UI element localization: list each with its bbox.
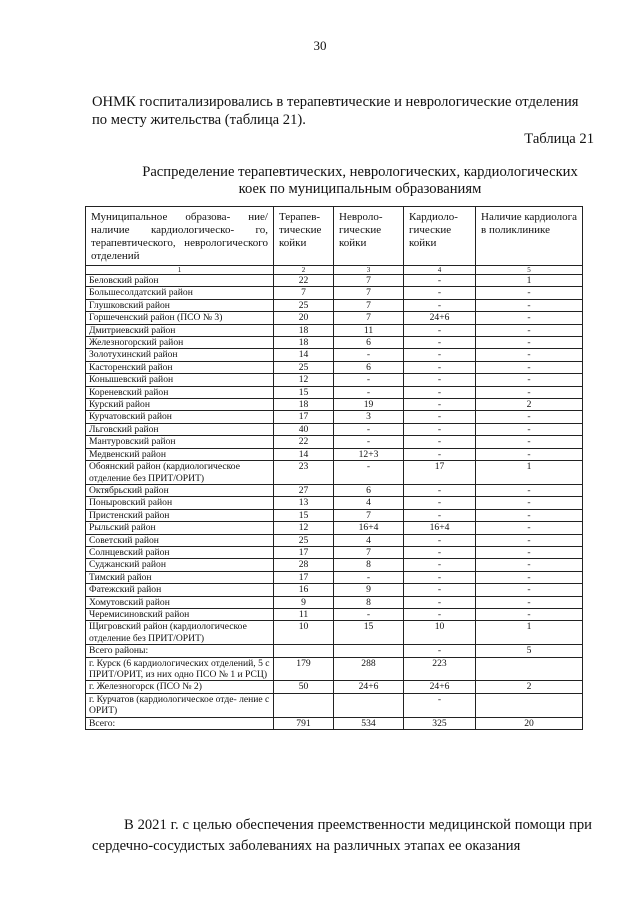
cell-cardiologist: 2	[476, 681, 583, 693]
cell-therapeutic: 25	[274, 361, 334, 373]
cell-municipality: Всего районы:	[86, 645, 274, 657]
cell-cardiologist: 1	[476, 621, 583, 645]
cell-cardiologist: -	[476, 448, 583, 460]
cell-cardiologist: -	[476, 608, 583, 620]
cell-municipality: Курчатовский район	[86, 411, 274, 423]
cell-municipality: Золотухинский район	[86, 349, 274, 361]
cell-cardiology: -	[404, 608, 476, 620]
table-row	[86, 596, 583, 608]
cell-municipality: Кореневский район	[86, 386, 274, 398]
cell-therapeutic: 28	[274, 559, 334, 571]
cell-cardiology: -	[404, 484, 476, 496]
cell-cardiology: 325	[404, 717, 476, 729]
cell-neurological: 24+6	[334, 681, 404, 693]
cell-municipality: Беловский район	[86, 275, 274, 287]
cell-municipality: Конышевский район	[86, 374, 274, 386]
cell-therapeutic: 791	[274, 717, 334, 729]
closing-paragraph: В 2021 г. с целью обеспечения преемственности медицинской помощи при сердечно-сосудистых заболеваниях на различных этапах ее оказания	[92, 817, 592, 854]
cell-municipality: Обоянский район (кардиологическое отделение без ПРИТ/ОРИТ)	[86, 461, 274, 485]
cell-therapeutic: 14	[274, 349, 334, 361]
cell-municipality: Медвенский район	[86, 448, 274, 460]
cell-municipality: Черемисиновский район	[86, 608, 274, 620]
cell-therapeutic	[274, 693, 334, 717]
cell-municipality: Льговский район	[86, 423, 274, 435]
cell-cardiology: -	[404, 534, 476, 546]
cell-neurological: 7	[334, 312, 404, 324]
cell-neurological	[334, 693, 404, 717]
cell-neurological: -	[334, 571, 404, 583]
cell-cardiologist: -	[476, 497, 583, 509]
column-number: 5	[476, 266, 583, 275]
cell-therapeutic: 17	[274, 571, 334, 583]
cell-cardiology: -	[404, 324, 476, 336]
cell-therapeutic: 17	[274, 546, 334, 558]
cell-cardiology: -	[404, 559, 476, 571]
cell-neurological: 16+4	[334, 522, 404, 534]
cell-cardiology: -	[404, 374, 476, 386]
table-row	[86, 645, 583, 657]
table-row	[86, 546, 583, 558]
cell-therapeutic: 15	[274, 509, 334, 521]
table-row	[86, 324, 583, 336]
cell-therapeutic: 27	[274, 484, 334, 496]
table-row	[86, 423, 583, 435]
cell-neurological: 8	[334, 596, 404, 608]
cell-municipality: Касторенский район	[86, 361, 274, 373]
cell-cardiologist: -	[476, 411, 583, 423]
cell-cardiology: -	[404, 448, 476, 460]
page-number: 30	[313, 38, 327, 53]
cell-neurological: 6	[334, 337, 404, 349]
column-number: 4	[404, 266, 476, 275]
cell-therapeutic: 20	[274, 312, 334, 324]
cell-cardiology: -	[404, 386, 476, 398]
table-row	[86, 693, 583, 717]
table-title-line: коек по муниципальным образованиям	[238, 181, 482, 197]
cell-municipality: Солнцевский район	[86, 546, 274, 558]
table-row	[86, 717, 583, 729]
table-row	[86, 621, 583, 645]
table-row	[86, 484, 583, 496]
cell-cardiology: -	[404, 546, 476, 558]
cell-neurological: -	[334, 423, 404, 435]
cell-neurological	[334, 645, 404, 657]
table-row	[86, 608, 583, 620]
table-row	[86, 299, 583, 311]
table-row	[86, 312, 583, 324]
table-row	[86, 681, 583, 693]
cell-cardiologist: -	[476, 337, 583, 349]
cell-therapeutic: 11	[274, 608, 334, 620]
cell-municipality: Мантуровский район	[86, 436, 274, 448]
column-number: 1	[86, 266, 274, 275]
beds-distribution-table	[85, 206, 583, 730]
cell-therapeutic	[274, 645, 334, 657]
cell-therapeutic: 13	[274, 497, 334, 509]
cell-cardiologist: -	[476, 423, 583, 435]
cell-therapeutic: 9	[274, 596, 334, 608]
column-number-row	[86, 266, 583, 275]
table-title-line: Распределение терапевтических, неврологических, кардиологических	[142, 164, 578, 180]
cell-cardiologist: -	[476, 584, 583, 596]
cell-cardiology: -	[404, 299, 476, 311]
cell-neurological: 15	[334, 621, 404, 645]
cell-municipality: Глушковский район	[86, 299, 274, 311]
column-number: 2	[274, 266, 334, 275]
cell-cardiologist: 1	[476, 461, 583, 485]
cell-neurological: 9	[334, 584, 404, 596]
table-row	[86, 411, 583, 423]
cell-neurological: 6	[334, 361, 404, 373]
cell-therapeutic: 7	[274, 287, 334, 299]
table-row	[86, 509, 583, 521]
cell-municipality: Большесолдатский район	[86, 287, 274, 299]
table-row	[86, 275, 583, 287]
table-row	[86, 657, 583, 681]
cell-neurological: -	[334, 349, 404, 361]
header-cardiology-beds: Кардиоло- гические койки	[404, 207, 476, 266]
cell-cardiologist: -	[476, 312, 583, 324]
cell-therapeutic: 18	[274, 337, 334, 349]
table-row	[86, 522, 583, 534]
table-row	[86, 399, 583, 411]
cell-therapeutic: 25	[274, 299, 334, 311]
cell-cardiologist: 1	[476, 275, 583, 287]
cell-therapeutic: 22	[274, 275, 334, 287]
cell-cardiologist: -	[476, 484, 583, 496]
cell-therapeutic: 179	[274, 657, 334, 681]
cell-cardiology: 24+6	[404, 681, 476, 693]
cell-municipality: Рыльский район	[86, 522, 274, 534]
cell-neurological: 19	[334, 399, 404, 411]
cell-cardiology: -	[404, 497, 476, 509]
cell-municipality: Хомутовский район	[86, 596, 274, 608]
cell-cardiology: 16+4	[404, 522, 476, 534]
cell-cardiologist: 5	[476, 645, 583, 657]
cell-cardiologist	[476, 657, 583, 681]
table-row	[86, 584, 583, 596]
cell-cardiology: -	[404, 287, 476, 299]
cell-neurological: -	[334, 386, 404, 398]
cell-cardiology: -	[404, 693, 476, 717]
cell-therapeutic: 16	[274, 584, 334, 596]
cell-municipality: Фатежский район	[86, 584, 274, 596]
cell-neurological: 7	[334, 275, 404, 287]
cell-cardiologist: -	[476, 522, 583, 534]
cell-cardiology: -	[404, 275, 476, 287]
cell-municipality: Курский район	[86, 399, 274, 411]
table-row	[86, 337, 583, 349]
cell-therapeutic: 15	[274, 386, 334, 398]
cell-cardiology: -	[404, 423, 476, 435]
cell-therapeutic: 25	[274, 534, 334, 546]
table-row	[86, 448, 583, 460]
header-cardiologist-in-clinic: Наличие кардиолога в поликлинике	[476, 207, 583, 266]
cell-cardiologist: -	[476, 596, 583, 608]
header-neurological-beds: Невроло- гические койки	[334, 207, 404, 266]
cell-therapeutic: 12	[274, 374, 334, 386]
cell-municipality: Октябрьский район	[86, 484, 274, 496]
cell-cardiology: -	[404, 337, 476, 349]
cell-neurological: 288	[334, 657, 404, 681]
cell-cardiology: -	[404, 411, 476, 423]
cell-cardiology: -	[404, 509, 476, 521]
cell-municipality: г. Железногорск (ПСО № 2)	[86, 681, 274, 693]
cell-neurological: 4	[334, 534, 404, 546]
cell-neurological: 7	[334, 287, 404, 299]
cell-municipality: г. Курск (6 кардиологических отделений, 5 с ПРИТ/ОРИТ, из них одно ПСО № 1 и РСЦ)	[86, 657, 274, 681]
table-row	[86, 571, 583, 583]
cell-therapeutic: 14	[274, 448, 334, 460]
cell-municipality: Советский район	[86, 534, 274, 546]
cell-cardiology: 24+6	[404, 312, 476, 324]
cell-therapeutic: 10	[274, 621, 334, 645]
header-municipality: Муниципальное образова- ние/наличие кардиологическо- го, терапевтического, неврологического отделений	[86, 207, 274, 266]
cell-cardiology: 223	[404, 657, 476, 681]
cell-neurological: 7	[334, 509, 404, 521]
cell-municipality: Поныровский район	[86, 497, 274, 509]
cell-cardiologist: 2	[476, 399, 583, 411]
cell-therapeutic: 12	[274, 522, 334, 534]
cell-cardiology: -	[404, 596, 476, 608]
cell-municipality: Железногорский район	[86, 337, 274, 349]
cell-cardiologist	[476, 693, 583, 717]
cell-neurological: 12+3	[334, 448, 404, 460]
cell-municipality: Дмитриевский район	[86, 324, 274, 336]
cell-therapeutic: 40	[274, 423, 334, 435]
cell-cardiologist: -	[476, 571, 583, 583]
cell-neurological: 3	[334, 411, 404, 423]
cell-cardiologist: -	[476, 324, 583, 336]
cell-cardiologist: -	[476, 436, 583, 448]
cell-cardiologist: -	[476, 299, 583, 311]
cell-neurological: 11	[334, 324, 404, 336]
table-row	[86, 386, 583, 398]
cell-cardiology: -	[404, 584, 476, 596]
table-row	[86, 349, 583, 361]
table-row	[86, 361, 583, 373]
cell-cardiology: -	[404, 399, 476, 411]
cell-cardiology: 10	[404, 621, 476, 645]
cell-therapeutic: 18	[274, 399, 334, 411]
table-header-row	[86, 207, 583, 266]
table-row	[86, 436, 583, 448]
cell-cardiology: -	[404, 361, 476, 373]
cell-cardiologist: 20	[476, 717, 583, 729]
cell-cardiology: -	[404, 571, 476, 583]
cell-neurological: 6	[334, 484, 404, 496]
cell-cardiologist: -	[476, 374, 583, 386]
cell-cardiologist: -	[476, 287, 583, 299]
cell-cardiology: -	[404, 349, 476, 361]
cell-neurological: -	[334, 608, 404, 620]
cell-municipality: Щигровский район (кардиологическое отделение без ПРИТ/ОРИТ)	[86, 621, 274, 645]
cell-municipality: Горшеченский район (ПСО № 3)	[86, 312, 274, 324]
table-row	[86, 559, 583, 571]
column-number: 3	[334, 266, 404, 275]
cell-cardiologist: -	[476, 534, 583, 546]
table-row	[86, 534, 583, 546]
table-label: Таблица 21	[524, 131, 594, 147]
cell-cardiology: -	[404, 645, 476, 657]
cell-neurological: -	[334, 436, 404, 448]
cell-therapeutic: 18	[274, 324, 334, 336]
cell-cardiologist: -	[476, 386, 583, 398]
cell-therapeutic: 23	[274, 461, 334, 485]
table-body	[86, 266, 583, 730]
cell-cardiology: -	[404, 436, 476, 448]
intro-paragraph: ОНМК госпитализировались в терапевтические и неврологические отделения по месту жительства (таблица 21).	[92, 94, 579, 128]
cell-cardiologist: -	[476, 509, 583, 521]
cell-therapeutic: 17	[274, 411, 334, 423]
cell-cardiologist: -	[476, 349, 583, 361]
header-therapeutic-beds: Терапев- тические койки	[274, 207, 334, 266]
cell-neurological: 7	[334, 299, 404, 311]
table-title	[100, 164, 620, 198]
cell-neurological: -	[334, 374, 404, 386]
cell-neurological: -	[334, 461, 404, 485]
cell-municipality: Всего:	[86, 717, 274, 729]
cell-municipality: Тимский район	[86, 571, 274, 583]
cell-therapeutic: 22	[274, 436, 334, 448]
cell-neurological: 7	[334, 546, 404, 558]
table-row	[86, 497, 583, 509]
cell-cardiologist: -	[476, 361, 583, 373]
table-row	[86, 287, 583, 299]
cell-municipality: г. Курчатов (кардиологическое отде- ление с ОРИТ)	[86, 693, 274, 717]
cell-municipality: Пристенский район	[86, 509, 274, 521]
cell-cardiologist: -	[476, 559, 583, 571]
cell-neurological: 4	[334, 497, 404, 509]
table-row	[86, 461, 583, 485]
cell-municipality: Суджанский район	[86, 559, 274, 571]
cell-cardiology: 17	[404, 461, 476, 485]
table-row	[86, 374, 583, 386]
cell-therapeutic: 50	[274, 681, 334, 693]
cell-cardiologist: -	[476, 546, 583, 558]
cell-neurological: 534	[334, 717, 404, 729]
cell-neurological: 8	[334, 559, 404, 571]
